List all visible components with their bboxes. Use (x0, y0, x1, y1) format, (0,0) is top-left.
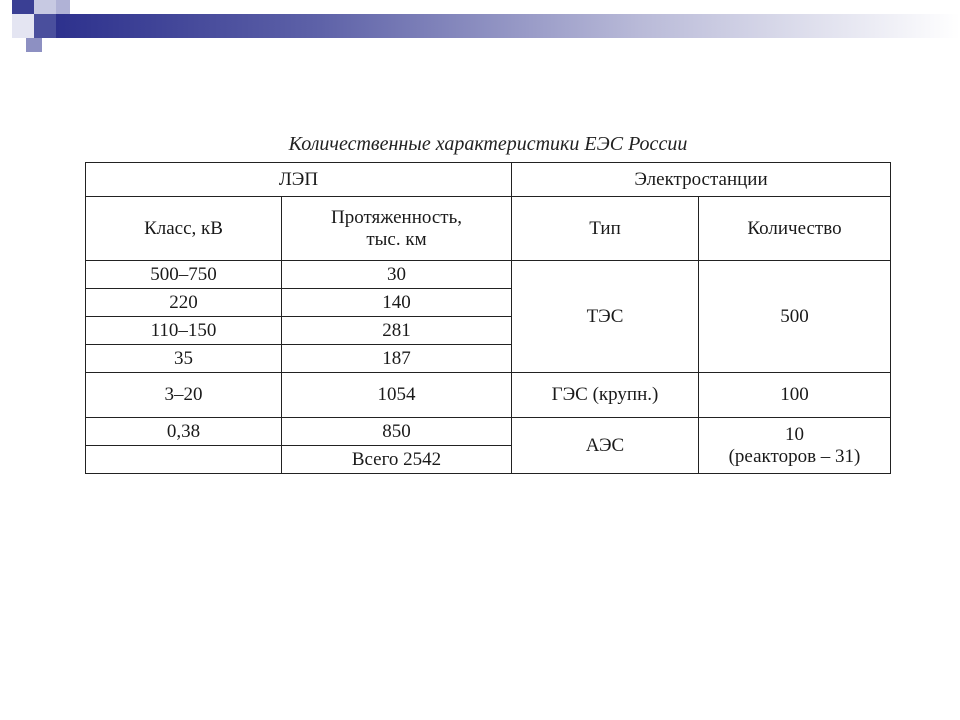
station-type: ГЭС (крупн.) (512, 373, 699, 418)
station-count (699, 418, 891, 474)
table-row (86, 261, 891, 289)
line-class: 35 (86, 345, 282, 373)
line-length: 187 (282, 345, 512, 373)
line-length-total: Всего 2542 (282, 446, 512, 474)
decor-square (34, 14, 56, 38)
station-count: 500 (699, 261, 891, 373)
slide-header-decoration (0, 0, 960, 52)
header-length-line1: Протяженность, (330, 206, 463, 228)
decor-square (12, 14, 34, 38)
line-class: 0,38 (86, 418, 282, 446)
station-count: 100 (699, 373, 891, 418)
header-length (282, 197, 512, 261)
table-header-row (86, 163, 891, 197)
header-voltage-class: Класс, кВ (86, 197, 282, 261)
line-class (86, 446, 282, 474)
station-type: ТЭС (512, 261, 699, 373)
line-length: 140 (282, 289, 512, 317)
header-lep: ЛЭП (86, 163, 512, 197)
line-length: 30 (282, 261, 512, 289)
line-class: 110–150 (86, 317, 282, 345)
header-type: Тип (512, 197, 699, 261)
decor-square (56, 0, 70, 14)
line-class: 500–750 (86, 261, 282, 289)
header-stations: Электростанции (512, 163, 891, 197)
header-gradient-bar (46, 14, 960, 38)
table-row (86, 373, 891, 418)
decor-square (34, 0, 56, 14)
ues-characteristics-table (85, 162, 891, 474)
table-subheader-row (86, 197, 891, 261)
line-length: 1054 (282, 373, 512, 418)
station-type: АЭС (512, 418, 699, 474)
line-class: 220 (86, 289, 282, 317)
line-length: 281 (282, 317, 512, 345)
table-row (86, 418, 891, 446)
decor-square (26, 38, 42, 52)
line-class: 3–20 (86, 373, 282, 418)
station-count-line1: 10 (785, 423, 804, 445)
decor-square (12, 0, 34, 14)
line-length: 850 (282, 418, 512, 446)
header-count: Количество (699, 197, 891, 261)
station-count-line2: (реакторов – 31) (728, 445, 861, 467)
header-length-line2: тыс. км (366, 228, 427, 250)
table-title: Количественные характеристики ЕЭС России (288, 133, 688, 155)
